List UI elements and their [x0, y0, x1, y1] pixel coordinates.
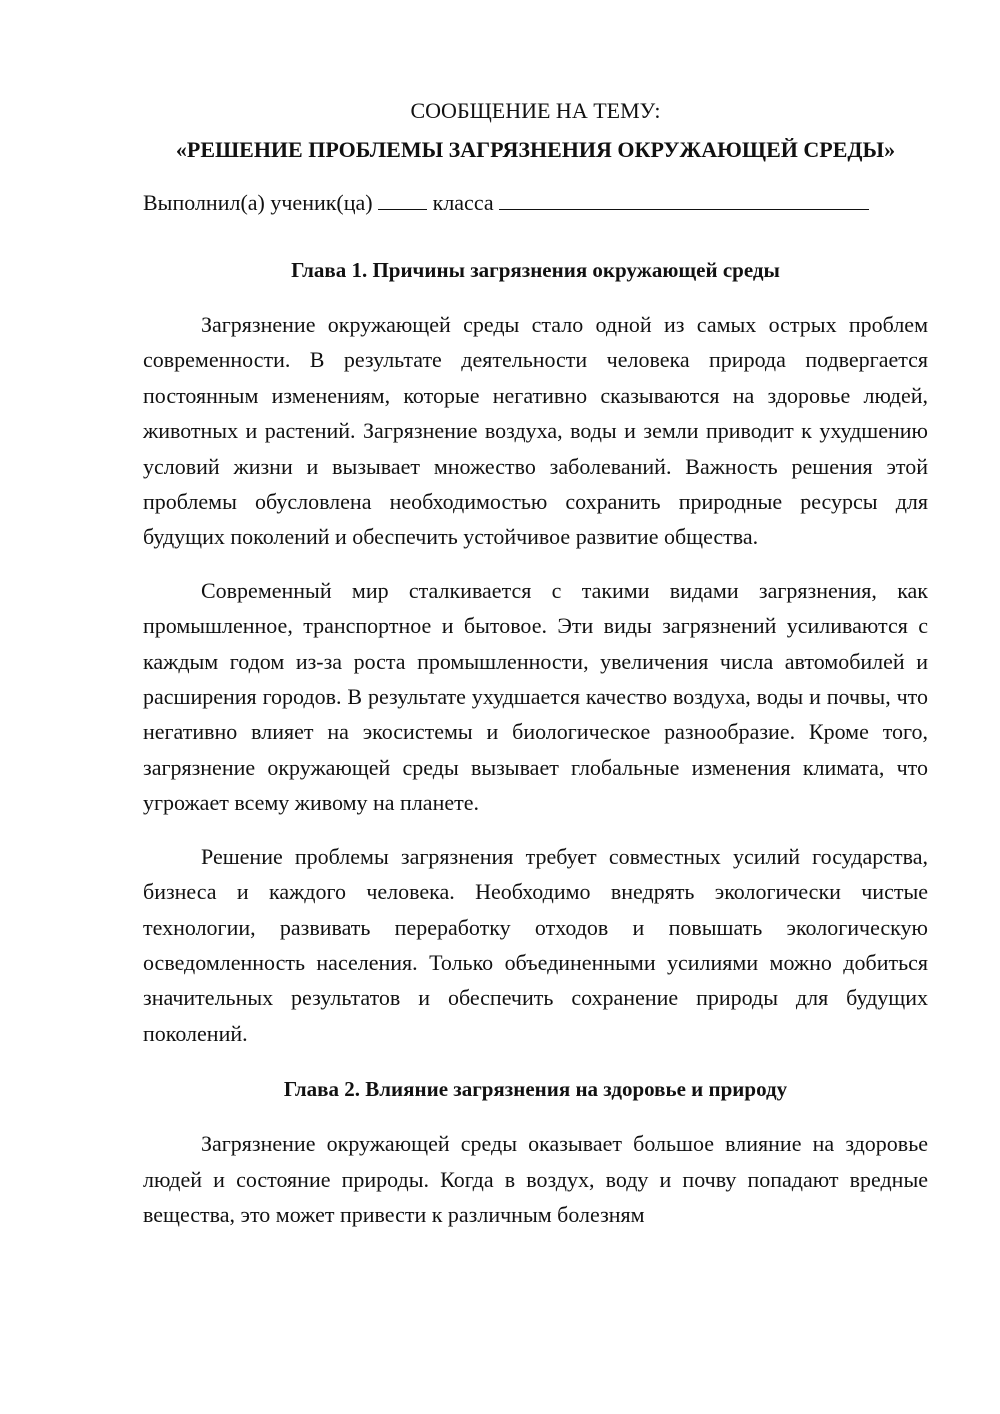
author-line: [143, 186, 928, 220]
class-number-blank: [378, 189, 427, 210]
chapter-2-paragraph-1: Загрязнение окружающей среды оказывает большое влияние на здоровье людей и состояние природы. Когда в воздух, воду и почву попадают вредные вещества, это может привести к различным болезням: [143, 1131, 928, 1227]
document-subtitle: «РЕШЕНИЕ ПРОБЛЕМЫ ЗАГРЯЗНЕНИЯ ОКРУЖАЮЩЕЙ СРЕДЫ»: [175, 137, 896, 162]
chapter-1-paragraph-2: Современный мир сталкивается с такими видами загрязнения, как промышленное, транспортное и бытовое. Эти виды загрязнений усиливаются с каждым годом из-за роста промышленности, увеличения числа автомобилей и расширения городов. В результате ухудшается качество воздуха, воды и почвы, что негативно влияет на экосистемы и биологическое разнообразие. Кроме того, загрязнение окружающей среды вызывает глобальные изменения климата, что угрожает всему живому на планете.: [143, 577, 928, 816]
chapter-1-heading: Глава 1. Причины загрязнения окружающей среды: [291, 258, 780, 282]
document-title: СООБЩЕНИЕ НА ТЕМУ:: [410, 98, 661, 123]
author-performed-label: Выполнил(а) ученик(ца): [143, 190, 373, 215]
chapter-1-paragraph-1: Загрязнение окружающей среды стало одной из самых острых проблем современности. В результате деятельности человека природа подвергается постоянным изменениям, которые негативно сказываются на здоровье людей, животных и растений. Загрязнение воздуха, воды и земли приводит к ухудшению условий жизни и вызывает множество заболеваний. Важность решения этой проблемы обусловлена необходимостью сохранить природные ресурсы для будущих поколений и обеспечить устойчивое развитие общества.: [143, 312, 928, 550]
student-name-blank: [499, 189, 869, 210]
chapter-1-paragraph-3: Решение проблемы загрязнения требует совместных усилий государства, бизнеса и каждого человека. Необходимо внедрять экологически чистые технологии, развивать переработку отходов и повышать экологическую осведомленность населения. Только объединенными усилиями можно добиться значительных результатов и обеспечить сохранение природы для будущих поколений.: [143, 843, 928, 1046]
chapter-2-heading: Глава 2. Влияние загрязнения на здоровье и природу: [283, 1077, 788, 1102]
author-class-label: класса: [432, 190, 494, 215]
document-page: [143, 94, 928, 1232]
